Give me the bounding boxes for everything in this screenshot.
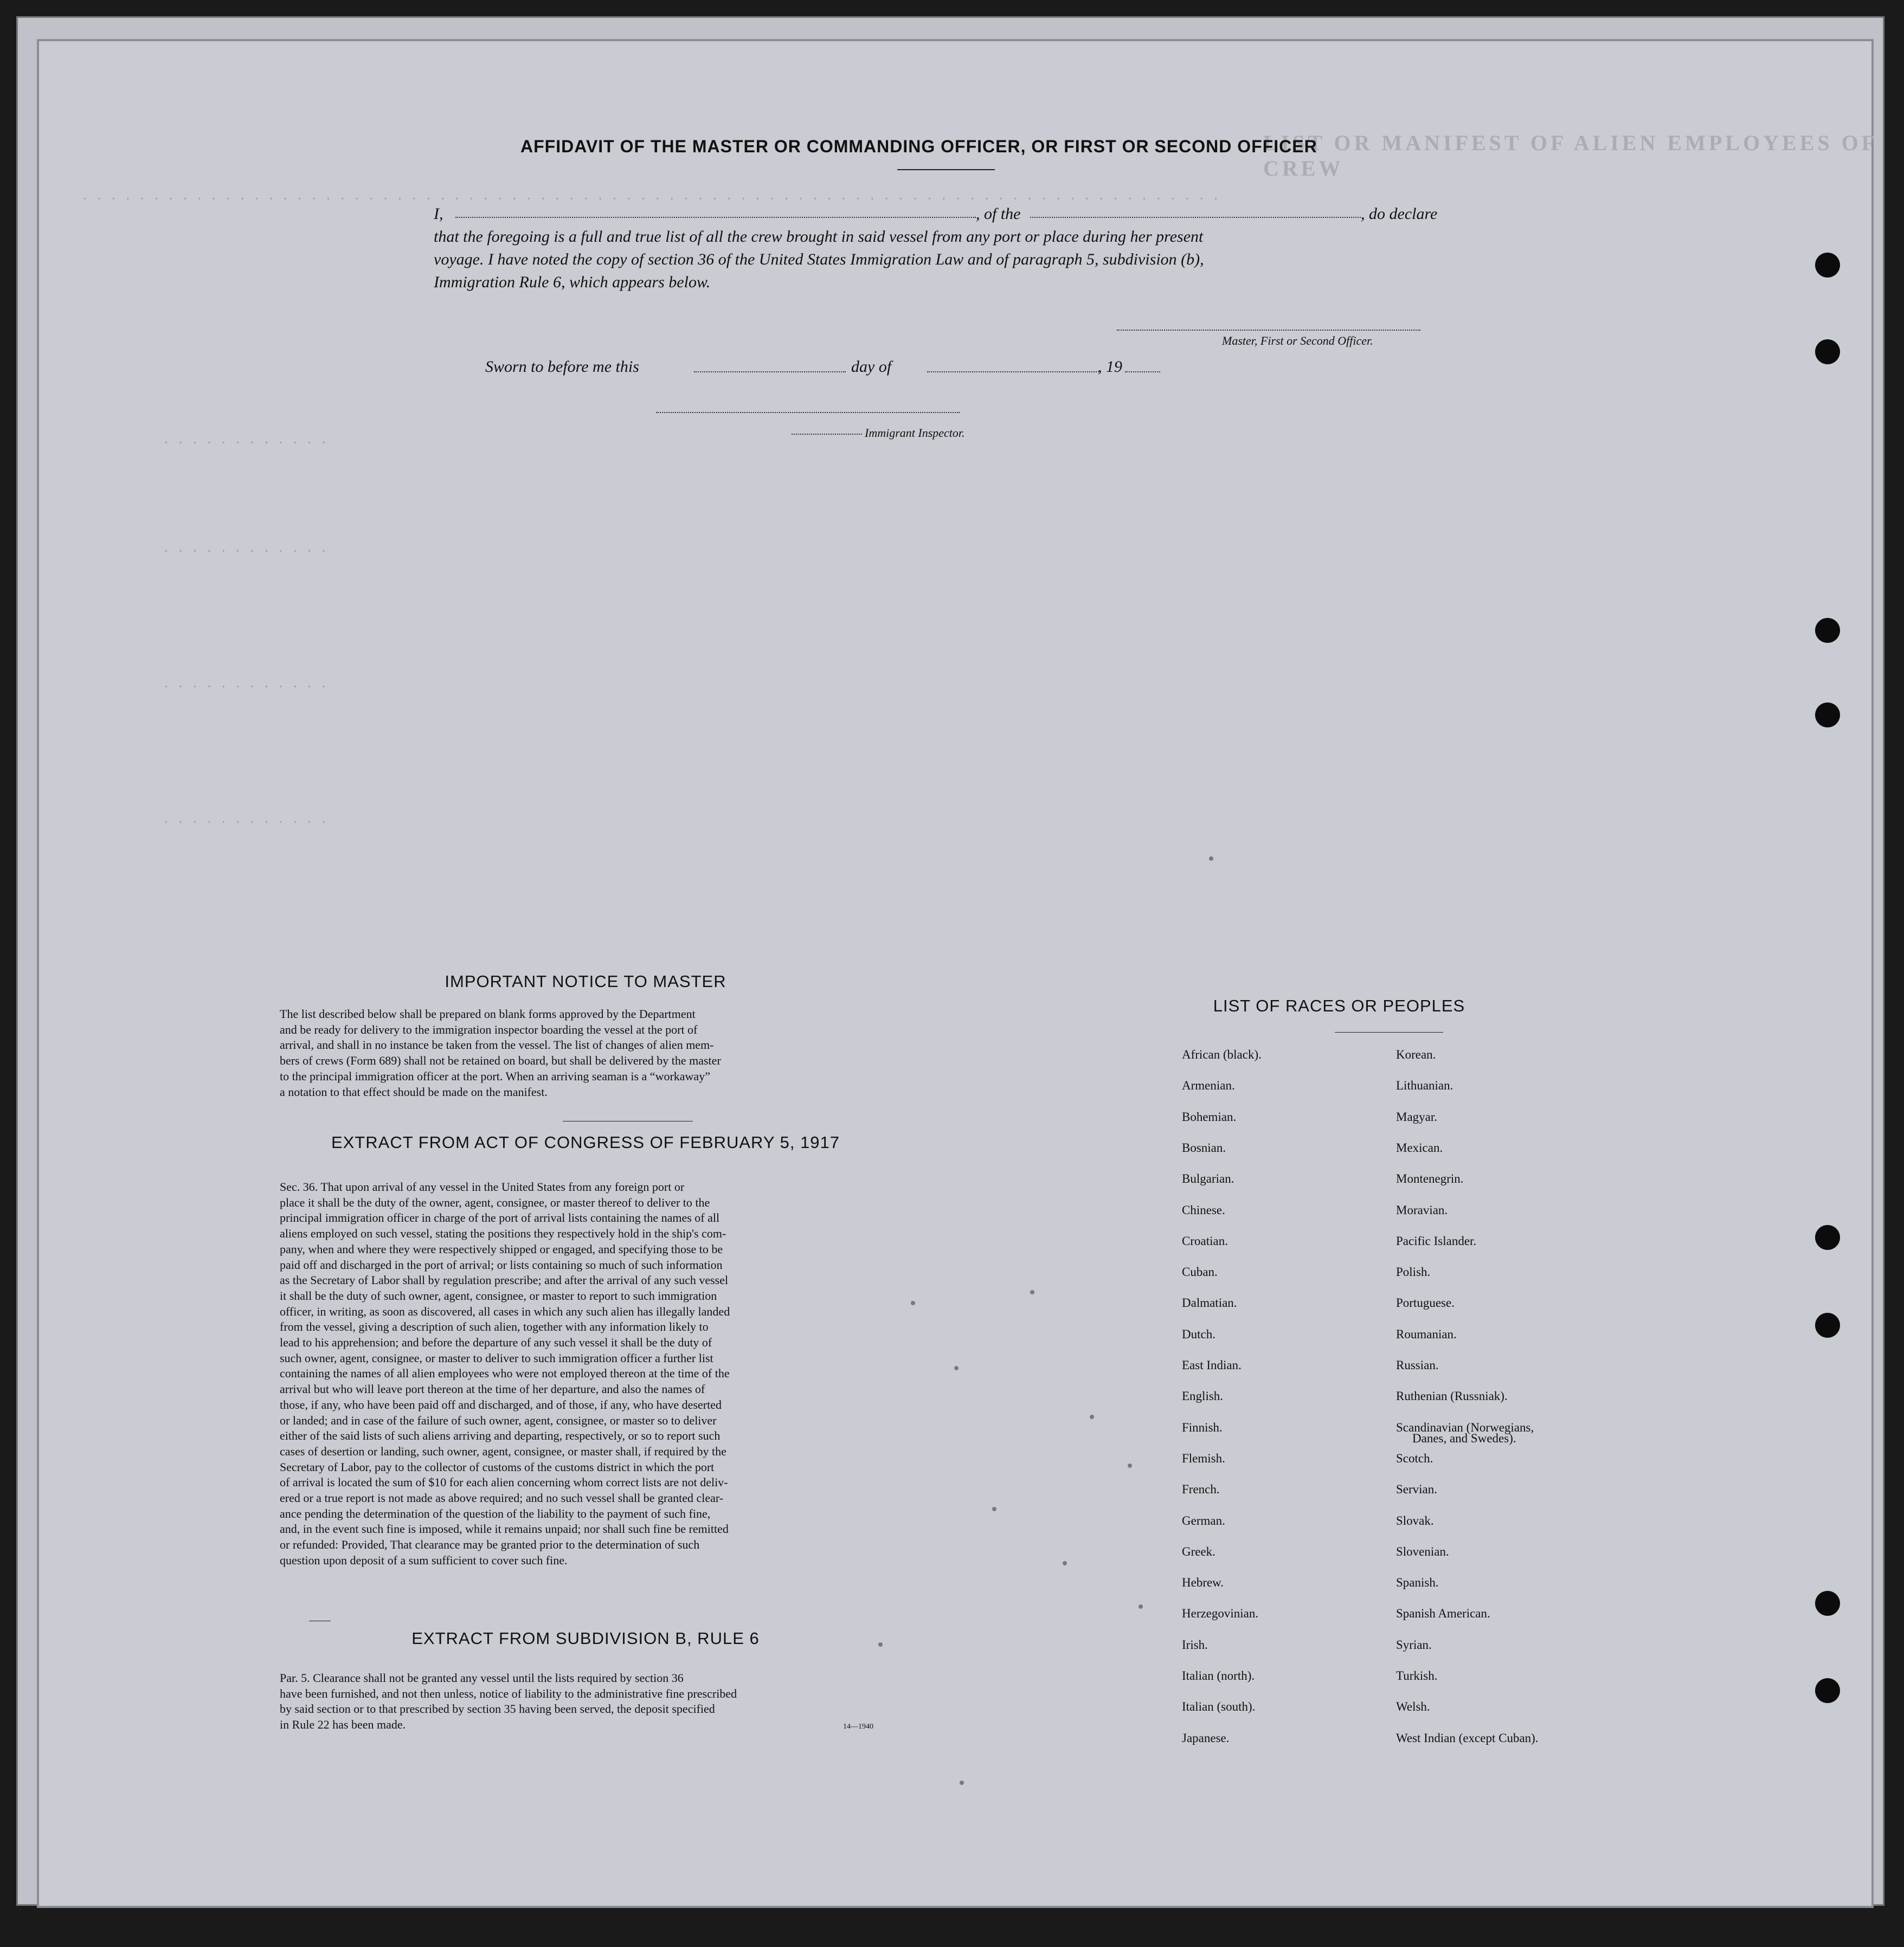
race-item: Portuguese. [1396,1296,1455,1310]
act-line: containing the names of all alien employees who were not employed thereon at the time of the [280,1366,730,1381]
race-item: Scandinavian (Norwegians, [1396,1420,1534,1434]
rule-line: by said section or to that prescribed by section 35 having been served, the deposit specified [280,1702,715,1716]
act-line: those, if any, who have been paid off and discharged, and of those, if any, who have deserted [280,1397,722,1411]
act-line: question upon deposit of a sum sufficient to cover such fine. [280,1553,568,1567]
race-item: Syrian. [1396,1637,1432,1652]
act-line: of arrival is located the sum of $10 for each alien concerning whom correct lists are not deliv- [280,1475,728,1490]
bleed-through-text: . . . . . . . . . . . . [163,542,327,556]
act-line: or refunded: Provided, That clearance may be granted prior to the determination of such [280,1538,700,1552]
race-item: German. [1182,1513,1225,1527]
title-rule [897,169,995,170]
act-line: as the Secretary of Labor shall by regulation prescribe; and after the arrival of any such vessel [280,1273,729,1287]
race-item: English. [1182,1389,1224,1403]
race-item: Hebrew. [1182,1576,1224,1590]
act-line: or landed; and in case of the failure of such owner, agent, consignee, or master so to deliver [280,1413,717,1427]
ink-spot [960,1781,964,1785]
race-item: Greek. [1182,1544,1215,1558]
act-line: from the vessel, giving a description of such alien, together with any information likely to [280,1320,709,1334]
ink-spot [992,1507,996,1511]
punch-hole [1815,702,1840,727]
race-item: Dutch. [1182,1327,1215,1341]
act-body [280,1179,898,1569]
race-item: Herzegovinian. [1182,1607,1259,1621]
race-item: East Indian. [1182,1358,1242,1372]
act-line: aliens employed on such vessel, stating the positions they respectively hold in the ship's com- [280,1227,726,1241]
race-item: West Indian (except Cuban). [1396,1731,1539,1745]
notice-title: IMPORTANT NOTICE TO MASTER [445,972,726,991]
inspector-signature-line[interactable] [656,412,960,413]
race-item: Montenegrin. [1396,1172,1464,1186]
rule-line: Par. 5. Clearance shall not be granted any vessel until the lists required by section 36 [280,1671,684,1685]
inspector-caption-lead [792,434,862,435]
notice-line: arrival, and shall in no instance be taken from the vessel. The list of changes of alien mem- [280,1038,714,1052]
punch-hole [1815,1313,1840,1338]
year-label: , 19 [1098,358,1122,376]
race-item: Servian. [1396,1482,1438,1497]
of-the-label: , of the [976,205,1021,223]
race-item: Bulgarian. [1182,1172,1234,1186]
race-item: Irish. [1182,1637,1208,1652]
race-item: Slovenian. [1396,1544,1449,1558]
sworn-year-blank[interactable] [1125,371,1160,372]
notice-line: and be ready for delivery to the immigration inspector boarding the vessel at the port of [280,1022,698,1036]
race-item: Scotch. [1396,1451,1433,1465]
race-item: Pacific Islander. [1396,1234,1477,1248]
races-title: LIST OF RACES OR PEOPLES [1213,996,1465,1015]
act-line: it shall be the duty of such owner, agent, consignee, or master to report to such immigration [280,1288,717,1303]
master-signature-line[interactable] [1117,330,1420,331]
day-of-label: day of [851,358,892,376]
act-line: such owner, agent, consignee, or master to deliver to such immigration officer a further list [280,1351,713,1365]
notice-line: bers of crews (Form 689) shall not be retained on board, but shall be delivered by the master [280,1054,721,1068]
act-line: either of the said lists of such aliens arriving and departing, respectively, or so to report such [280,1429,721,1443]
act-line: pany, when and where they were respectively shipped or engaged, and specifying those to be [280,1242,723,1256]
act-line: paid off and discharged in the port of arrival; or lists containing so much of such information [280,1258,723,1272]
act-line: ered or a true report is not made as above required; and no such vessel shall be granted clear- [280,1491,724,1505]
rule-line: have been furnished, and not then unless, notice of liability to the administrative fine prescribed [280,1686,737,1700]
act-line: Secretary of Labor, pay to the collector of customs of the customs district in which the port [280,1460,715,1474]
bleed-through-text: . . . . . . . . . . . . [163,813,327,827]
bleed-through-heading: LIST OR MANIFEST OF ALIEN EMPLOYEES OF CREW [1263,131,1877,180]
notice-body [280,1007,898,1100]
punch-hole [1815,1225,1840,1250]
race-item: Turkish. [1396,1669,1438,1682]
ink-spot [1138,1604,1143,1609]
race-item: Slovak. [1396,1513,1434,1527]
race-item: Magyar. [1396,1110,1438,1124]
ink-spot [1090,1415,1094,1419]
vessel-blank[interactable] [1030,217,1361,218]
bleed-through-text: . . . . . . . . . . . . [163,434,327,447]
act-line: officer, in writing, as soon as discovered, all cases in which any such alien has illegally landed [280,1304,730,1318]
affidavit-title: AFFIDAVIT OF THE MASTER OR COMMANDING OFFICER, OR FIRST OR SECOND OFFICER [520,137,1317,156]
ink-spot [954,1366,959,1370]
race-item: Roumanian. [1396,1327,1457,1341]
race-item: Bosnian. [1182,1140,1226,1155]
race-item: Welsh. [1396,1700,1430,1714]
affidavit-line-4: Immigration Rule 6, which appears below. [434,273,711,291]
master-caption: Master, First or Second Officer. [1222,334,1373,347]
ink-spot [1063,1561,1067,1565]
race-item: Polish. [1396,1265,1431,1279]
bleed-through-text: . . . . . . . . . . . . . . . . . . . . . . . . . . . . . . . . . . . . . . . . . . . . . . . . . . . . . . . . . . . . . . . . . . . . . . . . . . . . . . . . [81,190,1220,203]
race-item: Chinese. [1182,1203,1225,1217]
affidavit-line-2: that the foregoing is a full and true list of all the crew brought in said vessel from any port or place during her present [434,228,1204,246]
race-item: Korean. [1396,1048,1436,1061]
race-item: Lithuanian. [1396,1079,1453,1093]
race-scandinavian-cont: Danes, and Swedes). [1412,1432,1516,1445]
race-item: Flemish. [1182,1451,1225,1465]
act-line: principal immigration officer in charge of the port of arrival lists containing the names of all [280,1211,720,1225]
bleed-through-text: . . . . . . . . . . . . [163,678,327,691]
act-line: ance pending the determination of the question of the liability to the payment of such fine, [280,1506,711,1520]
race-item: Finnish. [1182,1420,1223,1434]
race-item: Spanish American. [1396,1607,1490,1621]
punch-hole [1815,1591,1840,1616]
race-item: French. [1182,1482,1220,1497]
act-title: EXTRACT FROM ACT OF CONGRESS OF FEBRUARY 5, 1917 [331,1133,840,1152]
declaration-vessel [976,205,1021,223]
race-item: Croatian. [1182,1234,1228,1248]
race-item: Bohemian. [1182,1110,1237,1124]
rule-body [280,1671,914,1733]
form-number: 14—1940 [843,1723,873,1731]
ink-spot [878,1642,883,1647]
act-line: lead to his apprehension; and before the departure of any such vessel it shall be the duty of [280,1336,712,1350]
act-line: Sec. 36. That upon arrival of any vessel in the United States from any foreign port or [280,1180,685,1194]
act-line: and, in the event such fine is imposed, while it remains unpaid; nor shall such fine be remitted [280,1522,729,1536]
punch-hole [1815,618,1840,643]
punch-hole [1815,1678,1840,1703]
inspector-caption: Immigrant Inspector. [865,426,965,440]
ink-spot [1030,1290,1034,1294]
do-declare-label: , do declare [1361,205,1438,223]
race-item: African (black). [1182,1048,1262,1061]
rule-line: in Rule 22 has been made. [280,1718,406,1732]
races-rule [1335,1032,1443,1033]
sworn-day-blank[interactable] [694,371,846,372]
act-line: place it shall be the duty of the owner, agent, consignee, or master thereof to deliver to the [280,1195,710,1209]
sworn-label: Sworn to before me this [485,358,639,376]
declaration-i: I, [434,205,443,223]
sworn-month-blank[interactable] [927,371,1101,372]
ink-spot [1209,856,1213,861]
notice-line: a notation to that effect should be made on the manifest. [280,1085,548,1099]
ink-spot [1128,1464,1132,1468]
act-line: arrival but who will leave port thereon at the time of her departure, and also the names of [280,1382,705,1396]
race-item: Cuban. [1182,1265,1218,1279]
ink-spot [911,1301,915,1305]
act-line: cases of desertion or landing, such owner, agent, consignee, or master shall, if required by the [280,1444,726,1458]
declaration-name [434,205,443,223]
race-item: Spanish. [1396,1576,1439,1590]
race-item: Armenian. [1182,1079,1235,1093]
affidavit-line-3: voyage. I have noted the copy of section 36 of the United States Immigration Law and of paragraph 5, subdivision (b), [434,250,1204,268]
race-item: Japanese. [1182,1731,1230,1745]
race-item: Ruthenian (Russniak). [1396,1389,1508,1403]
notice-line: to the principal immigration officer at the port. When an arriving seaman is a “workaway” [280,1069,710,1083]
race-item: Italian (south). [1182,1700,1256,1714]
punch-hole [1815,339,1840,364]
race-item: Moravian. [1396,1203,1448,1217]
notice-line: The list described below shall be prepared on blank forms approved by the Department [280,1007,696,1021]
declaration-declare [1361,205,1437,223]
rule-title: EXTRACT FROM SUBDIVISION B, RULE 6 [411,1629,760,1648]
race-item: Italian (north). [1182,1669,1255,1682]
name-blank[interactable] [455,217,976,218]
race-item: Dalmatian. [1182,1296,1237,1310]
punch-hole [1815,253,1840,278]
race-item: Russian. [1396,1358,1439,1372]
race-item: Mexican. [1396,1140,1443,1155]
